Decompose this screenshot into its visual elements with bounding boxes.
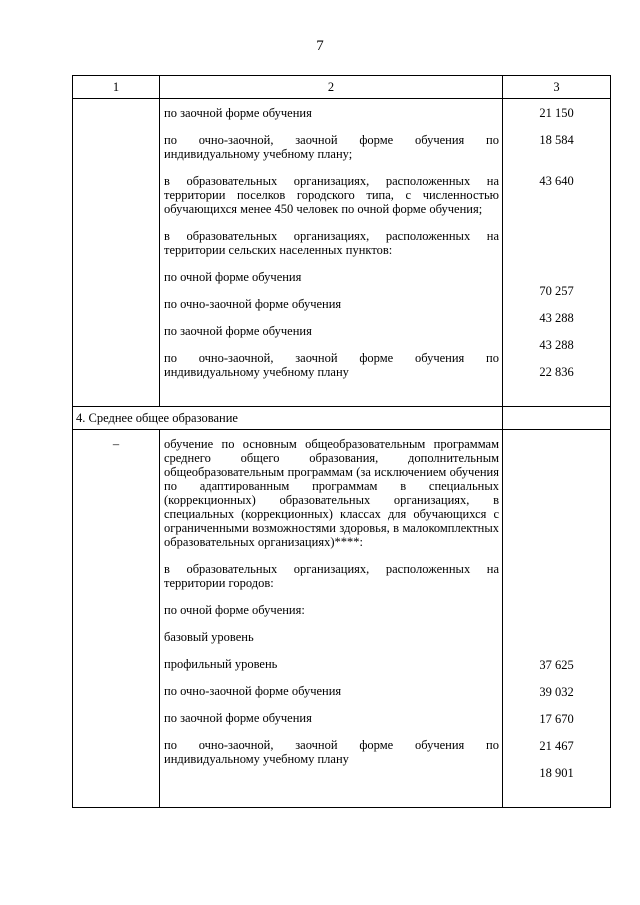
section-value-cell: [503, 407, 611, 430]
value-cell: [503, 430, 611, 808]
row-text: по очно-заочной, заочной форме обучения по индивидуальному учебному плану;: [164, 133, 499, 161]
row-text: по очно-заочной форме обучения: [164, 297, 342, 311]
row-text: по очной форме обучения: [164, 270, 302, 284]
section-title: 4. Среднее общее образование: [73, 407, 503, 430]
row-text: по заочной форме обучения: [164, 324, 312, 338]
row-value: [503, 590, 610, 618]
table-row-group-bottom: [73, 430, 611, 808]
row-value: 18 901: [539, 766, 574, 780]
table-row-group-top: [73, 99, 611, 407]
row-value: 22 836: [539, 365, 574, 379]
row-text: по заочной форме обучения: [164, 711, 312, 725]
row-value: [503, 437, 610, 577]
row-text: по заочной форме обучения: [164, 106, 312, 120]
row-value: 70 257: [539, 284, 574, 298]
row-value: 43 288: [539, 311, 574, 325]
row-text: базовый уровень: [164, 630, 254, 644]
row-text: по очной форме обучения:: [164, 603, 305, 617]
row-value: 37 625: [539, 658, 574, 672]
row-value: [503, 631, 610, 645]
column-header-1: 1: [73, 76, 160, 99]
code-cell: [73, 430, 160, 808]
row-text: по очно-заочной форме обучения: [164, 684, 342, 698]
description-cell: [160, 99, 503, 407]
row-value: 39 032: [539, 685, 574, 699]
row-text: по очно-заочной, заочной форме обучения по индивидуальному учебному плану: [164, 738, 499, 766]
page-number: 7: [316, 38, 324, 54]
row-text: в образовательных организациях, расположенных на территории сельских населенных пунктов:: [164, 229, 499, 257]
row-value: 21 150: [539, 106, 574, 120]
row-value: 17 670: [539, 712, 574, 726]
code-cell: [73, 99, 160, 407]
row-value: 18 584: [539, 133, 574, 147]
row-value: 21 467: [539, 739, 574, 753]
row-value: [503, 243, 610, 271]
row-value: 43 640: [539, 174, 574, 188]
section-code: –: [112, 437, 120, 451]
section-row: [73, 407, 611, 430]
row-text: профильный уровень: [164, 657, 278, 671]
row-text: по очно-заочной, заочной форме обучения по индивидуальному учебному плану: [164, 351, 499, 379]
tariff-table: [72, 75, 611, 808]
description-cell: [160, 430, 503, 808]
row-text: обучение по основным общеобразовательным программам среднего общего образования, дополнительным общеобразовательным программам (за исключением обучения по адаптированным программам в специальных (коррекционных) образовательных организациях, в специальных (коррекционных) классах для обучающихся с ограниченными возможностями здоровья, в малокомплектных образовательных организациях)****:: [164, 437, 499, 549]
value-cell: [503, 99, 611, 407]
row-value: 43 288: [539, 338, 574, 352]
row-text: в образовательных организациях, расположенных на территории городов:: [164, 562, 499, 590]
column-header-3: 3: [503, 76, 611, 99]
row-text: в образовательных организациях, расположенных на территории поселков городского типа, с численностью обучающихся менее 450 человек по очной форме обучения;: [164, 174, 499, 216]
table-header-row: [73, 76, 611, 99]
column-header-2: 2: [160, 76, 503, 99]
